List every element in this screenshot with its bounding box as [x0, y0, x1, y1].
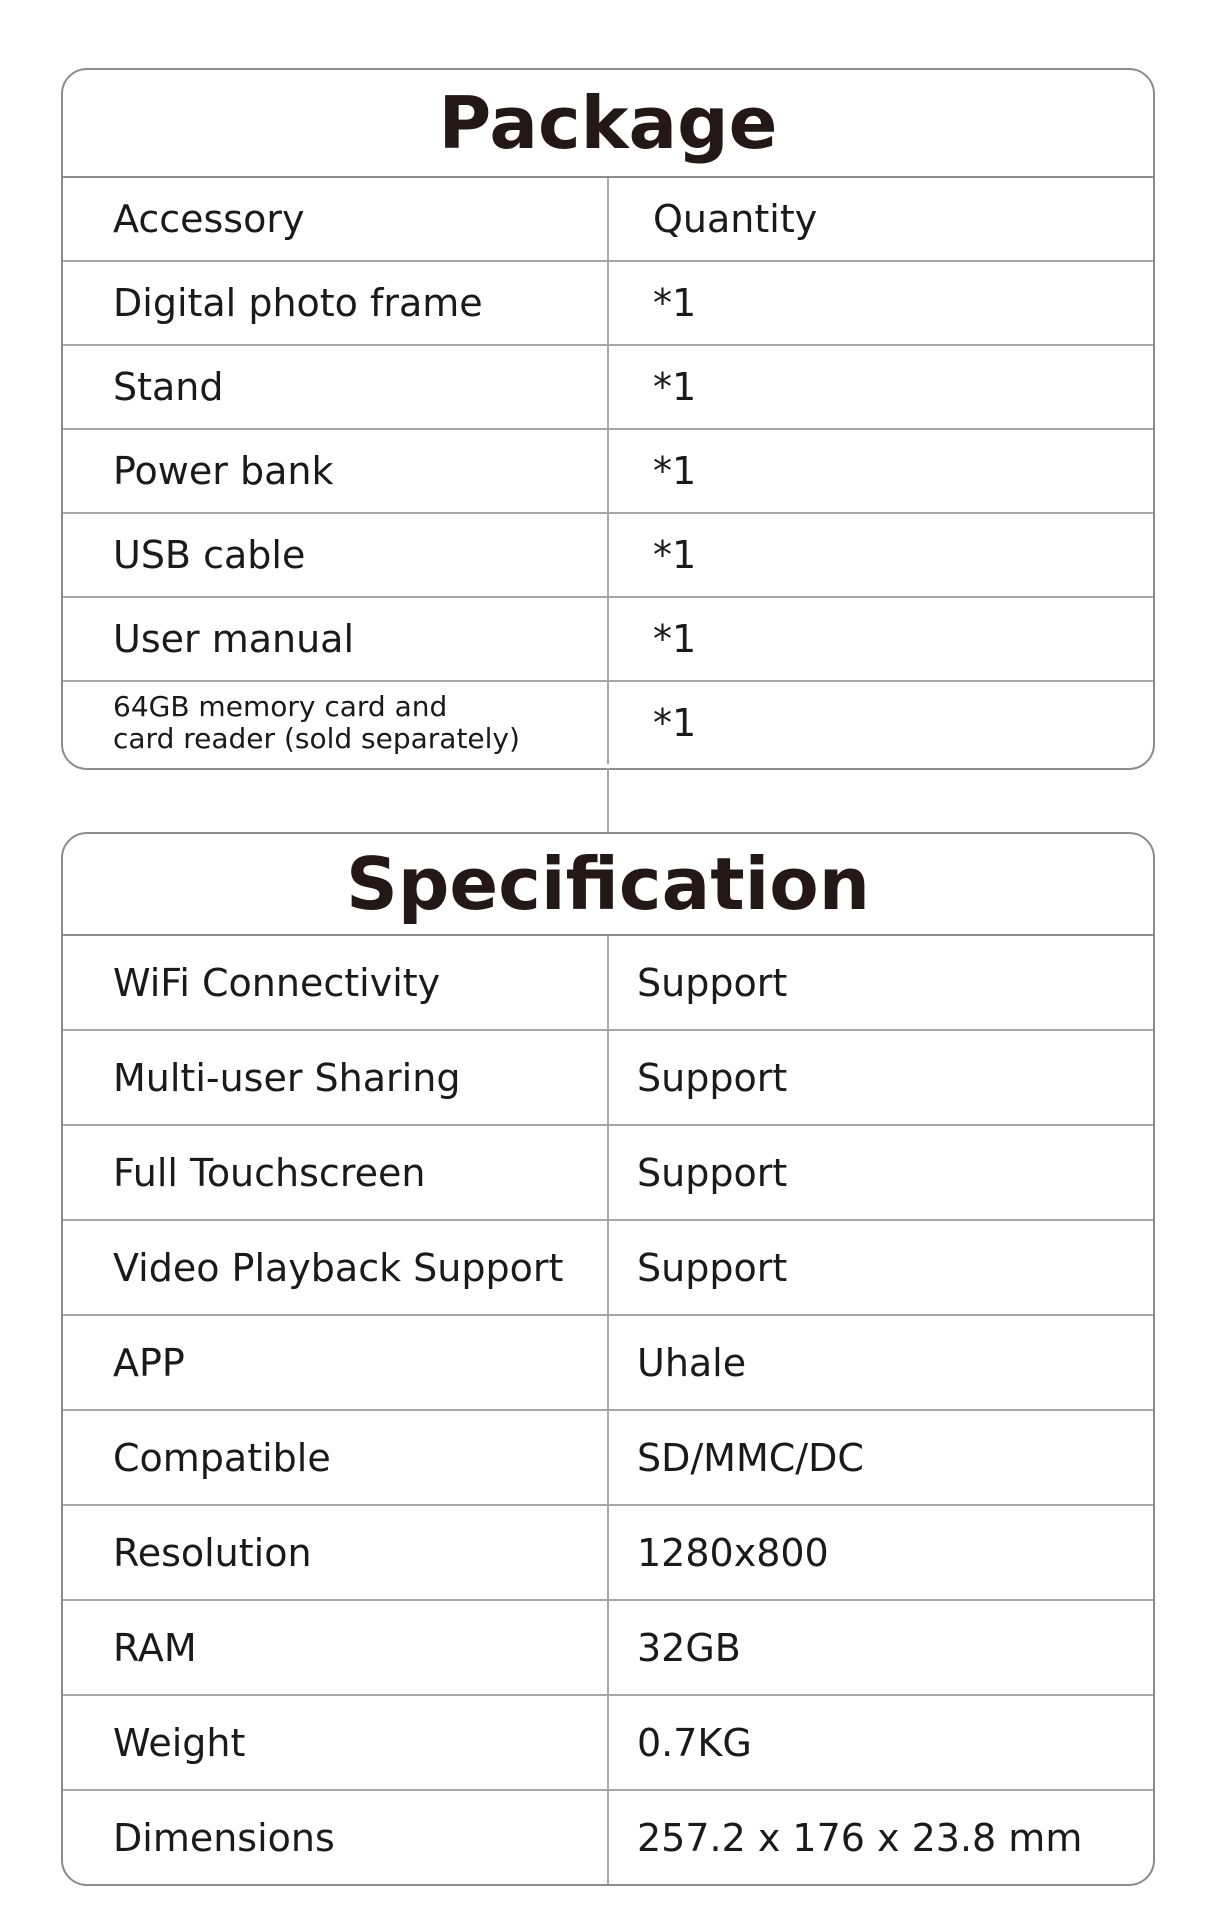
spec-label: Resolution [63, 1506, 609, 1599]
spec-label: Multi-user Sharing [63, 1031, 609, 1124]
specification-table [61, 832, 1155, 1886]
package-item: Power bank [63, 430, 609, 512]
package-item: 64GB memory card and card reader (sold separately) [63, 682, 609, 764]
spec-value: Uhale [637, 1340, 747, 1385]
package-qty: *1 [653, 617, 697, 661]
spec-value: Support [637, 1055, 788, 1100]
package-row [63, 598, 1153, 682]
spec-value: Support [637, 1245, 788, 1290]
spec-value: Support [637, 1150, 788, 1195]
package-row [63, 262, 1153, 346]
spec-label: APP [63, 1316, 609, 1409]
spec-label: RAM [63, 1601, 609, 1694]
spec-row [63, 1316, 1153, 1411]
quantity-header: Quantity [653, 197, 818, 241]
spec-label: Weight [63, 1696, 609, 1789]
divider-line [607, 768, 609, 834]
spec-label: Video Playback Support [63, 1221, 609, 1314]
package-qty: *1 [653, 533, 697, 577]
package-qty: *1 [653, 365, 697, 409]
spec-label: WiFi Connectivity [63, 936, 609, 1029]
package-item: Stand [63, 346, 609, 428]
spec-row [63, 1601, 1153, 1696]
package-row [63, 514, 1153, 598]
spec-row [63, 1126, 1153, 1221]
accessory-header: Accessory [63, 178, 609, 260]
package-row [63, 682, 1153, 764]
spec-value: 257.2 x 176 x 23.8 mm [637, 1815, 1083, 1860]
package-qty: *1 [653, 281, 697, 325]
spec-row [63, 1696, 1153, 1791]
spec-row [63, 936, 1153, 1031]
spec-row [63, 1791, 1153, 1884]
spec-label: Full Touchscreen [63, 1126, 609, 1219]
package-table [61, 68, 1155, 770]
spec-row [63, 1506, 1153, 1601]
package-item: Digital photo frame [63, 262, 609, 344]
spec-label: Compatible [63, 1411, 609, 1504]
spec-value: Support [637, 960, 788, 1005]
spec-value: 0.7KG [637, 1720, 752, 1765]
package-row [63, 430, 1153, 514]
spec-label: Dimensions [63, 1791, 609, 1884]
package-qty: *1 [653, 701, 697, 745]
package-header-row [63, 178, 1153, 262]
spec-row [63, 1221, 1153, 1316]
package-item: User manual [63, 598, 609, 680]
spec-value: SD/MMC/DC [637, 1435, 864, 1480]
specification-title: Specification [63, 834, 1153, 936]
package-item: USB cable [63, 514, 609, 596]
spec-value: 1280x800 [637, 1530, 829, 1575]
spec-row [63, 1411, 1153, 1506]
package-row [63, 346, 1153, 430]
spec-row [63, 1031, 1153, 1126]
package-qty: *1 [653, 449, 697, 493]
spec-value: 32GB [637, 1625, 741, 1670]
package-title: Package [63, 70, 1153, 178]
